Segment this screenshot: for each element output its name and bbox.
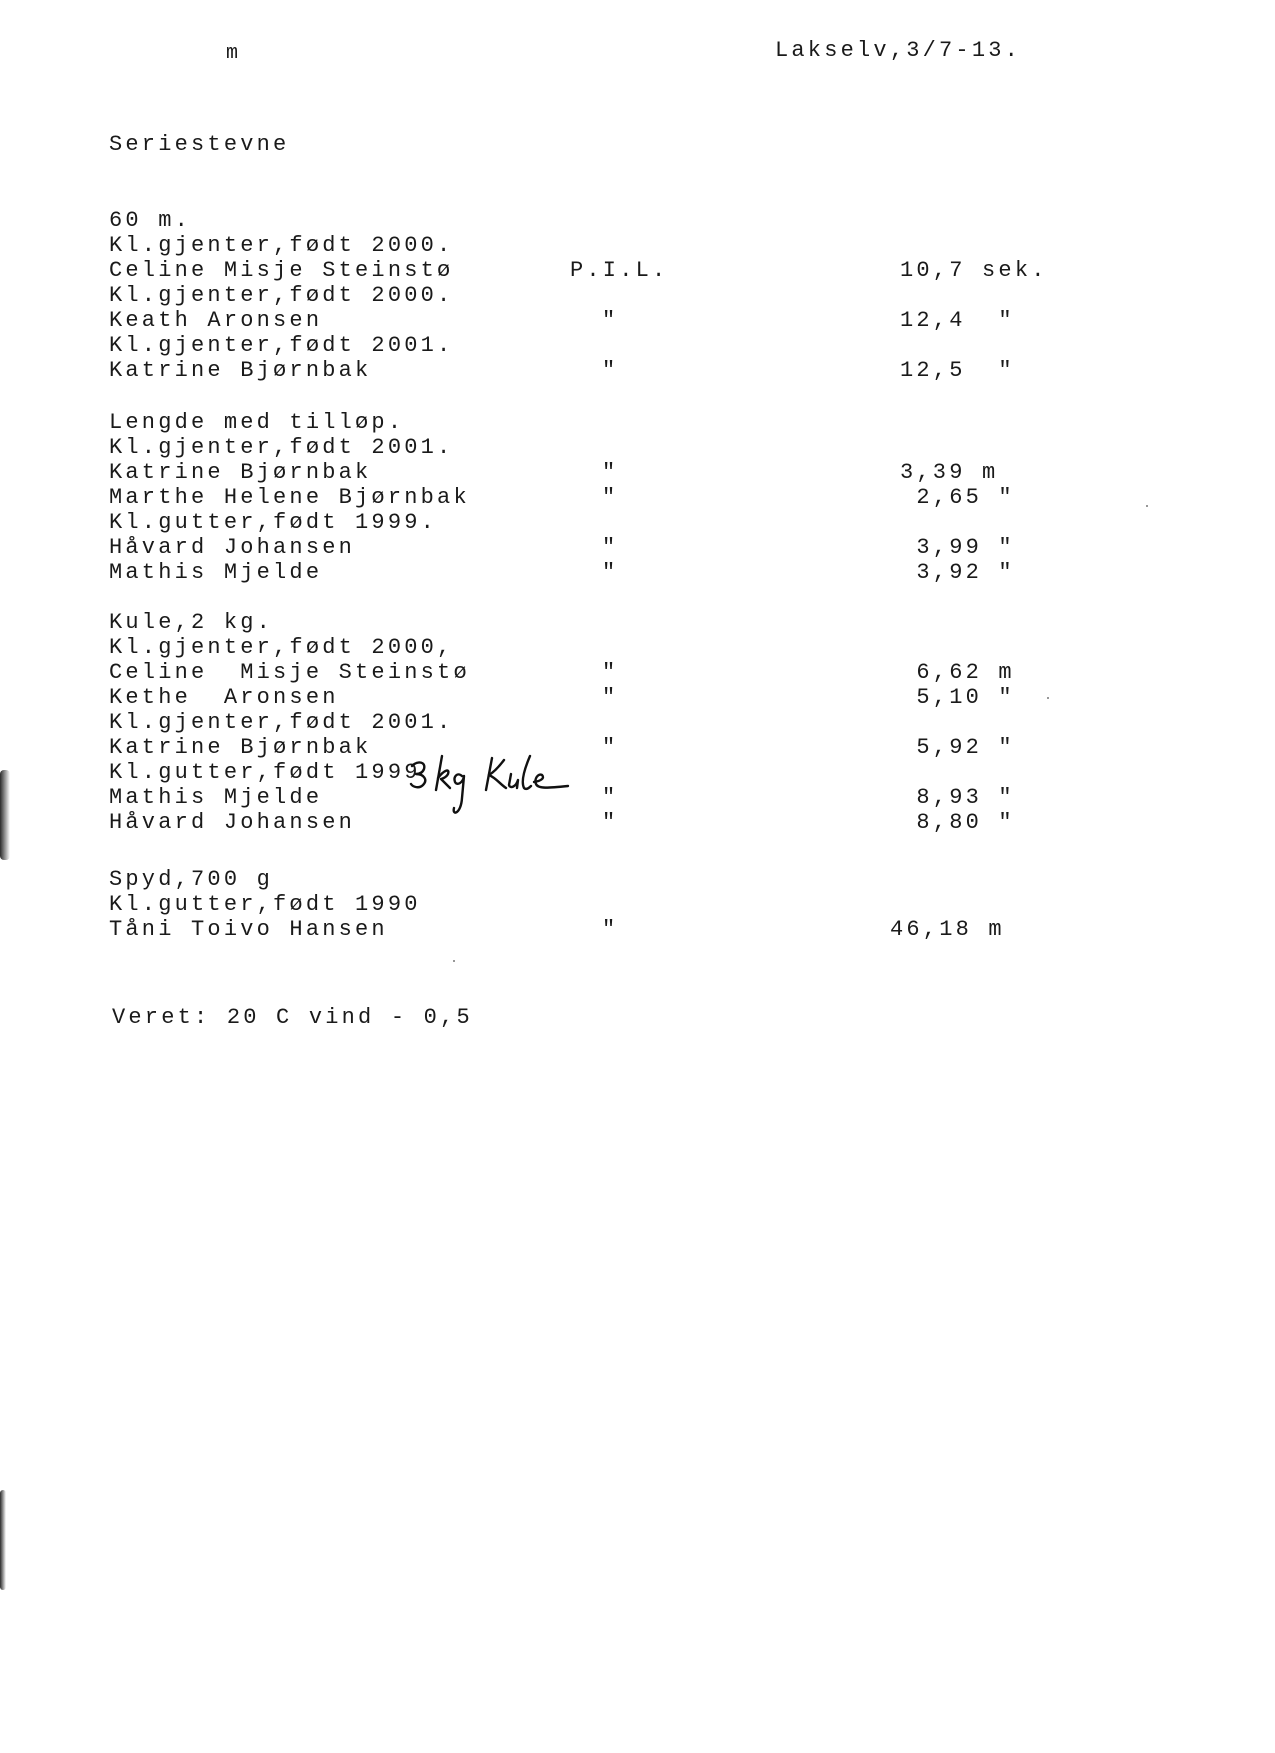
event-heading: Spyd,700 g xyxy=(109,867,274,892)
ditto-mark: " xyxy=(602,308,619,333)
class-label: Kl.gutter,født 1999 xyxy=(109,760,421,785)
athlete-name: Mathis Mjelde xyxy=(109,785,323,810)
athlete-name: Håvard Johansen xyxy=(109,810,356,835)
result-value: 46,18 m xyxy=(890,917,1005,942)
result-value: 12,5 " xyxy=(900,358,1015,383)
ditto-mark: " xyxy=(602,685,619,710)
ditto-mark: " xyxy=(602,917,619,942)
athlete-name: Kethe Aronsen xyxy=(109,685,339,710)
ditto-mark: " xyxy=(602,460,619,485)
document-title: Seriestevne xyxy=(109,132,290,157)
result-value: 3,39 m xyxy=(900,460,999,485)
result-value: 3,99 " xyxy=(900,535,1015,560)
result-value: 6,62 m xyxy=(900,660,1015,685)
athlete-name: Marthe Helene Bjørnbak xyxy=(109,485,470,510)
ditto-mark: " xyxy=(602,810,619,835)
class-label: Kl.gutter,født 1999. xyxy=(109,510,438,535)
ditto-mark: " xyxy=(602,735,619,760)
header-mark: m xyxy=(226,42,242,65)
athlete-name: Mathis Mjelde xyxy=(109,560,323,585)
result-value: 5,10 " xyxy=(900,685,1015,710)
class-label: Kl.gjenter,født 2001. xyxy=(109,435,454,460)
event-heading: Kule,2 kg. xyxy=(109,610,274,635)
result-value: 3,92 " xyxy=(900,560,1015,585)
scan-speck xyxy=(1047,697,1049,699)
ditto-mark: " xyxy=(602,785,619,810)
class-label: Kl.gjenter,født 2000, xyxy=(109,635,454,660)
result-value: 12,4 " xyxy=(900,308,1015,333)
result-value: 8,93 " xyxy=(900,785,1015,810)
athlete-name: Keath Aronsen xyxy=(109,308,323,333)
event-heading: Lengde med tilløp. xyxy=(109,410,405,435)
result-value: 10,7 sek. xyxy=(900,258,1048,283)
ditto-mark: " xyxy=(602,358,619,383)
club-name: P.I.L. xyxy=(570,258,669,283)
athlete-name: Katrine Bjørnbak xyxy=(109,735,372,760)
class-label: Kl.gjenter,født 2001. xyxy=(109,710,454,735)
class-label: Kl.gjenter,født 2000. xyxy=(109,233,454,258)
ditto-mark: " xyxy=(602,535,619,560)
scan-edge-shadow xyxy=(0,1490,6,1590)
class-label: Kl.gutter,født 1990 xyxy=(109,892,421,917)
athlete-name: Celine Misje Steinstø xyxy=(109,660,470,685)
scan-edge-shadow xyxy=(0,770,10,860)
event-heading: 60 m. xyxy=(109,208,192,233)
ditto-mark: " xyxy=(602,660,619,685)
athlete-name: Celine Misje Steinstø xyxy=(109,258,454,283)
result-value: 5,92 " xyxy=(900,735,1015,760)
result-value: 2,65 " xyxy=(900,485,1015,510)
handwritten-note xyxy=(408,752,583,822)
class-label: Kl.gjenter,født 2001. xyxy=(109,333,454,358)
ditto-mark: " xyxy=(602,560,619,585)
weather-note: Veret: 20 C vind - 0,5 xyxy=(112,1005,473,1030)
athlete-name: Katrine Bjørnbak xyxy=(109,460,372,485)
ditto-mark: " xyxy=(602,485,619,510)
athlete-name: Håvard Johansen xyxy=(109,535,356,560)
scan-speck xyxy=(453,960,455,962)
result-value: 8,80 " xyxy=(900,810,1015,835)
class-label: Kl.gjenter,født 2000. xyxy=(109,283,454,308)
athlete-name: Tåni Toivo Hansen xyxy=(109,917,388,942)
athlete-name: Katrine Bjørnbak xyxy=(109,358,372,383)
header-place-date: Lakselv,3/7-13. xyxy=(775,38,1022,63)
scan-speck xyxy=(1146,505,1148,507)
